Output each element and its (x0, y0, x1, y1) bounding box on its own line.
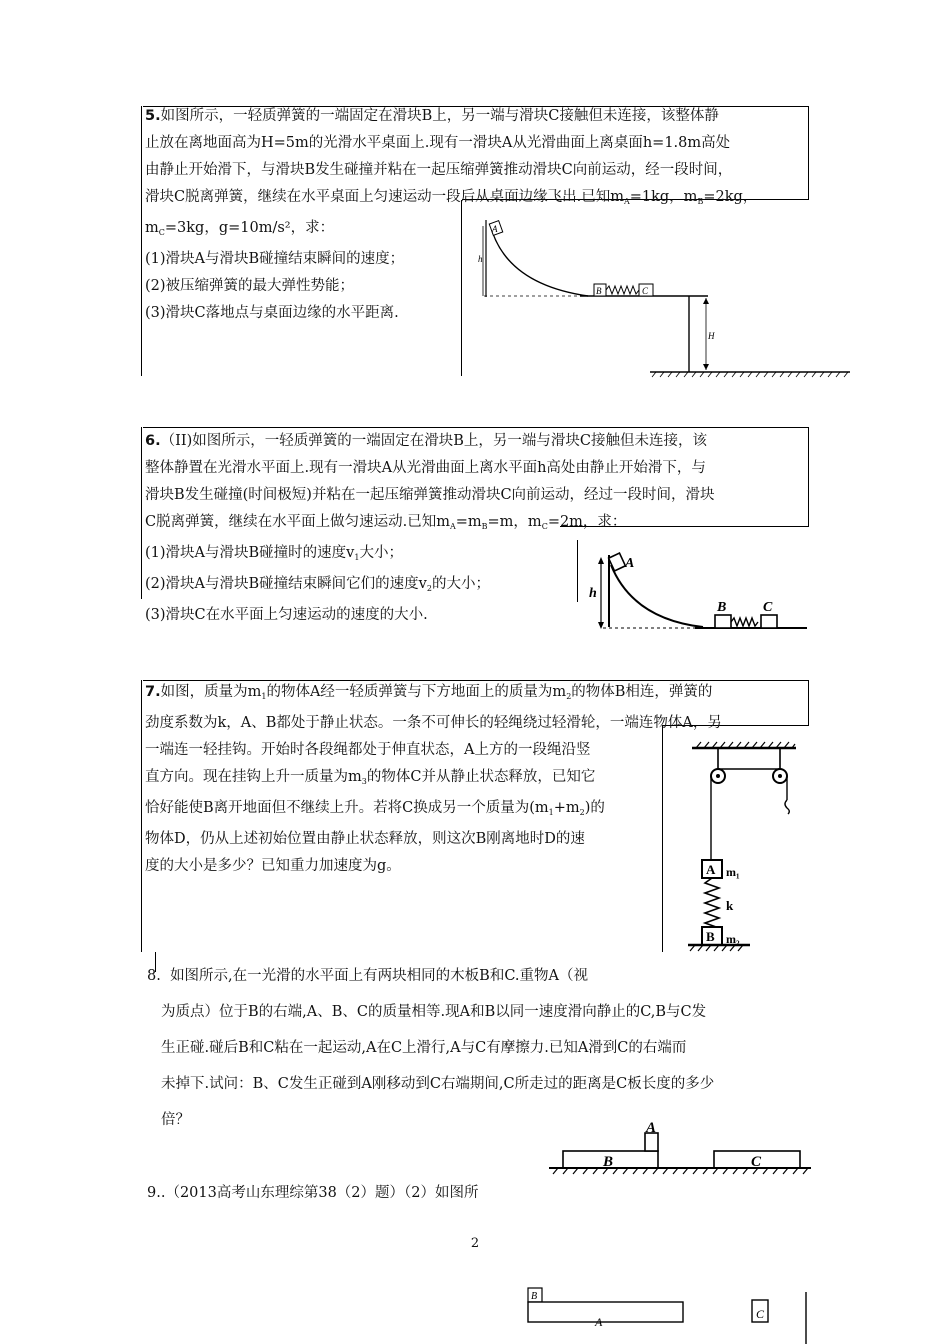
q6-question-2: (2)滑块A与滑块B碰撞结束瞬间它们的速度v (145, 576, 427, 592)
q5-fig-label-H: H (708, 331, 715, 341)
q5-line-3: 由静止开始滑下，与滑块B发生碰撞并粘在一起压缩弹簧推动滑块C向前运动，经一段时间， (145, 162, 733, 178)
q7-line-7: 度的大小是多少？已知重力加速度为g。 (145, 858, 401, 874)
q5-line-4: 滑块C脱离弹簧，继续在水平桌面上匀速运动一段后从桌面边缘飞出.已知m (145, 189, 624, 205)
q7-fig-label-k: k (726, 898, 734, 913)
q7-fig-label-b: B (706, 929, 715, 944)
q8-fig-label-a: A (646, 1120, 657, 1136)
q5-right-border (808, 106, 809, 200)
q7-line-5: 恰好能使B离开地面但不继续上升。若将C换成另一个质量为(m (145, 800, 549, 816)
q6-fig-label-c: C (763, 600, 773, 615)
q7-line-1c: 的物体B相连，弹簧的 (571, 684, 713, 700)
q6-figure (585, 545, 810, 635)
q6-fig-label-a: A (625, 556, 635, 571)
q6-question-2-tail: 的大小； (431, 576, 490, 592)
q6-question-1-tail: 大小； (359, 545, 403, 561)
q6-line-4-mid: =m (455, 514, 482, 530)
q7-line-5c: )的 (584, 800, 605, 816)
q6-sub-c: C (541, 522, 548, 531)
q6-question-1: (1)滑块A与滑块B碰撞时的速度v (145, 545, 355, 561)
q7-sub-2: 2 (566, 692, 572, 701)
q9-fig-label-c: C (756, 1307, 765, 1321)
q5-left-border (141, 106, 142, 376)
q6-sub-a: A (449, 522, 456, 531)
q6-number: 6. (145, 433, 161, 449)
q8-line-4: 未掉下.试问：B、C发生正碰到A刚移动到C右端期间,C所走过的距离是C板长度的多少 (161, 1076, 715, 1092)
q5-fig-label-b: B (596, 286, 602, 296)
q7-line-4: 直方向。现在挂钩上升一质量为m (145, 769, 362, 785)
q7-text (145, 679, 722, 880)
q5-figure (470, 214, 855, 379)
q6-sub-2: 2 (426, 584, 432, 593)
q6-line-4-mid2: =m，m (487, 514, 542, 530)
q8-fig-label-c: C (751, 1154, 762, 1170)
q5-fig-label-c: C (642, 286, 649, 296)
q7-line-1a: 如图，质量为m (160, 684, 262, 700)
q7-line-6: 物体D，仍从上述初始位置由静止状态释放，则这次B刚离地时D的速 (145, 831, 585, 847)
q5-fig-label-h: h (478, 254, 483, 264)
q7-sub-3: 3 (361, 777, 367, 786)
q8-figure (545, 1118, 815, 1178)
q5-sub-b: B (697, 197, 704, 206)
q7-sub-1b: 1 (548, 808, 554, 817)
q7-number: 7. (145, 684, 161, 700)
q7-fig-label-m1: m₁ (726, 865, 740, 879)
q5-line-2: 止放在离地面高为H=5m的光滑水平桌面上.现有一滑块A从光滑曲面上离桌面h=1.8m高处 (145, 135, 731, 151)
q7-fig-label-m2: m₂ (726, 932, 740, 946)
q7-line-3: 一端连一轻挂钩。开始时各段绳都处于伸直状态，A上方的一段绳沿竖 (145, 742, 591, 758)
q7-fig-label-a: A (706, 862, 716, 877)
q6-line-4: C脱离弹簧，继续在水平面上做匀速运动.已知m (145, 514, 450, 530)
q5-line-5-head: m (145, 220, 159, 236)
q6-sub-b: B (481, 522, 488, 531)
q8-line-5: 倍？ (161, 1112, 190, 1128)
q8-line-3: 生正碰.碰后B和C粘在一起运动,A在C上滑行,A与C有摩擦力.已知A滑到C的右端而 (161, 1040, 687, 1056)
q5-number: 5. (145, 108, 161, 124)
q6-left-border (141, 427, 142, 599)
q7-line-1b: 的物体A经一轻质弹簧与下方地面上的质量为m (266, 684, 567, 700)
q7-line-5b: +m (553, 800, 580, 816)
q5-sub-c: C (158, 228, 165, 237)
q8-line-1: 如图所示,在一光滑的水平面上有两块相同的木板B和C.重物A（视 (170, 968, 588, 984)
page-number: 2 (470, 1236, 480, 1251)
q7-line-2: 劲度系数为k，A、B都处于静止状态。一条不可伸长的轻绳绕过轻滑轮，一端连物体A，另 (145, 715, 722, 731)
q5-question-2: (2)被压缩弹簧的最大弹性势能； (145, 278, 355, 294)
q6-line-2: 整体静置在光滑水平面上.现有一滑块A从光滑曲面上离水平面h高处由静止开始滑下，与 (145, 460, 706, 476)
q6-fig-label-h: h (589, 586, 597, 601)
q5-question-3: (3)滑块C落地点与桌面边缘的水平距离. (145, 305, 399, 321)
q6-question-3: (3)滑块C在水平面上匀速运动的速度的大小. (145, 607, 428, 623)
q9-figure (520, 1284, 820, 1344)
q7-left-border (141, 680, 142, 952)
q8-text (147, 958, 714, 1138)
q5-question-1: (1)滑块A与滑块B碰撞结束瞬间的速度； (145, 251, 405, 267)
q7-sub-2b: 2 (579, 808, 585, 817)
q7-right-border (808, 680, 809, 726)
q6-line-3: 滑块B发生碰撞(时间极短)并粘在一起压缩弹簧推动滑块C向前运动，经过一段时间，滑块 (145, 487, 715, 503)
q5-line-1: 如图所示，一轻质弹簧的一端固定在滑块B上，另一端与滑块C接触但未连接，该整体静 (160, 108, 719, 124)
q9-text: 9..（2013高考山东理综第38（2）题）（2）如图所 (147, 1185, 479, 1201)
q7-figure (684, 738, 804, 953)
q5-line-4-tail: =1kg，m (629, 189, 698, 205)
q6-line-4-end: =2m，求： (547, 514, 627, 530)
q7-sub-1: 1 (261, 692, 267, 701)
q6-fig-label-b: B (717, 600, 727, 615)
q5-sub-a: A (623, 197, 630, 206)
q5-line-5-tail: =3kg，g=10m/s²，求： (164, 220, 335, 236)
q8-line-2: 为质点）位于B的右端,A、B、C的质量相等.现A和B以同一速度滑向静止的C,B与C发 (161, 1004, 707, 1020)
q9-fig-label-a: A (595, 1315, 603, 1329)
q8-number: 8. (147, 968, 161, 984)
q5-fig-label-a: A (492, 224, 498, 234)
q6-sub-1: 1 (354, 553, 360, 562)
q6-right-border (808, 427, 809, 527)
q7-line-4b: 的物体C并从静止状态释放，已知它 (366, 769, 596, 785)
q9-fig-label-b: B (531, 1291, 538, 1302)
q6-line-1: （II)如图所示，一轻质弹簧的一端固定在滑块B上，另一端与滑块C接触但未连接，该 (160, 433, 707, 449)
q8-fig-label-b: B (603, 1154, 614, 1170)
q5-line-4-tail2: =2kg， (703, 189, 758, 205)
